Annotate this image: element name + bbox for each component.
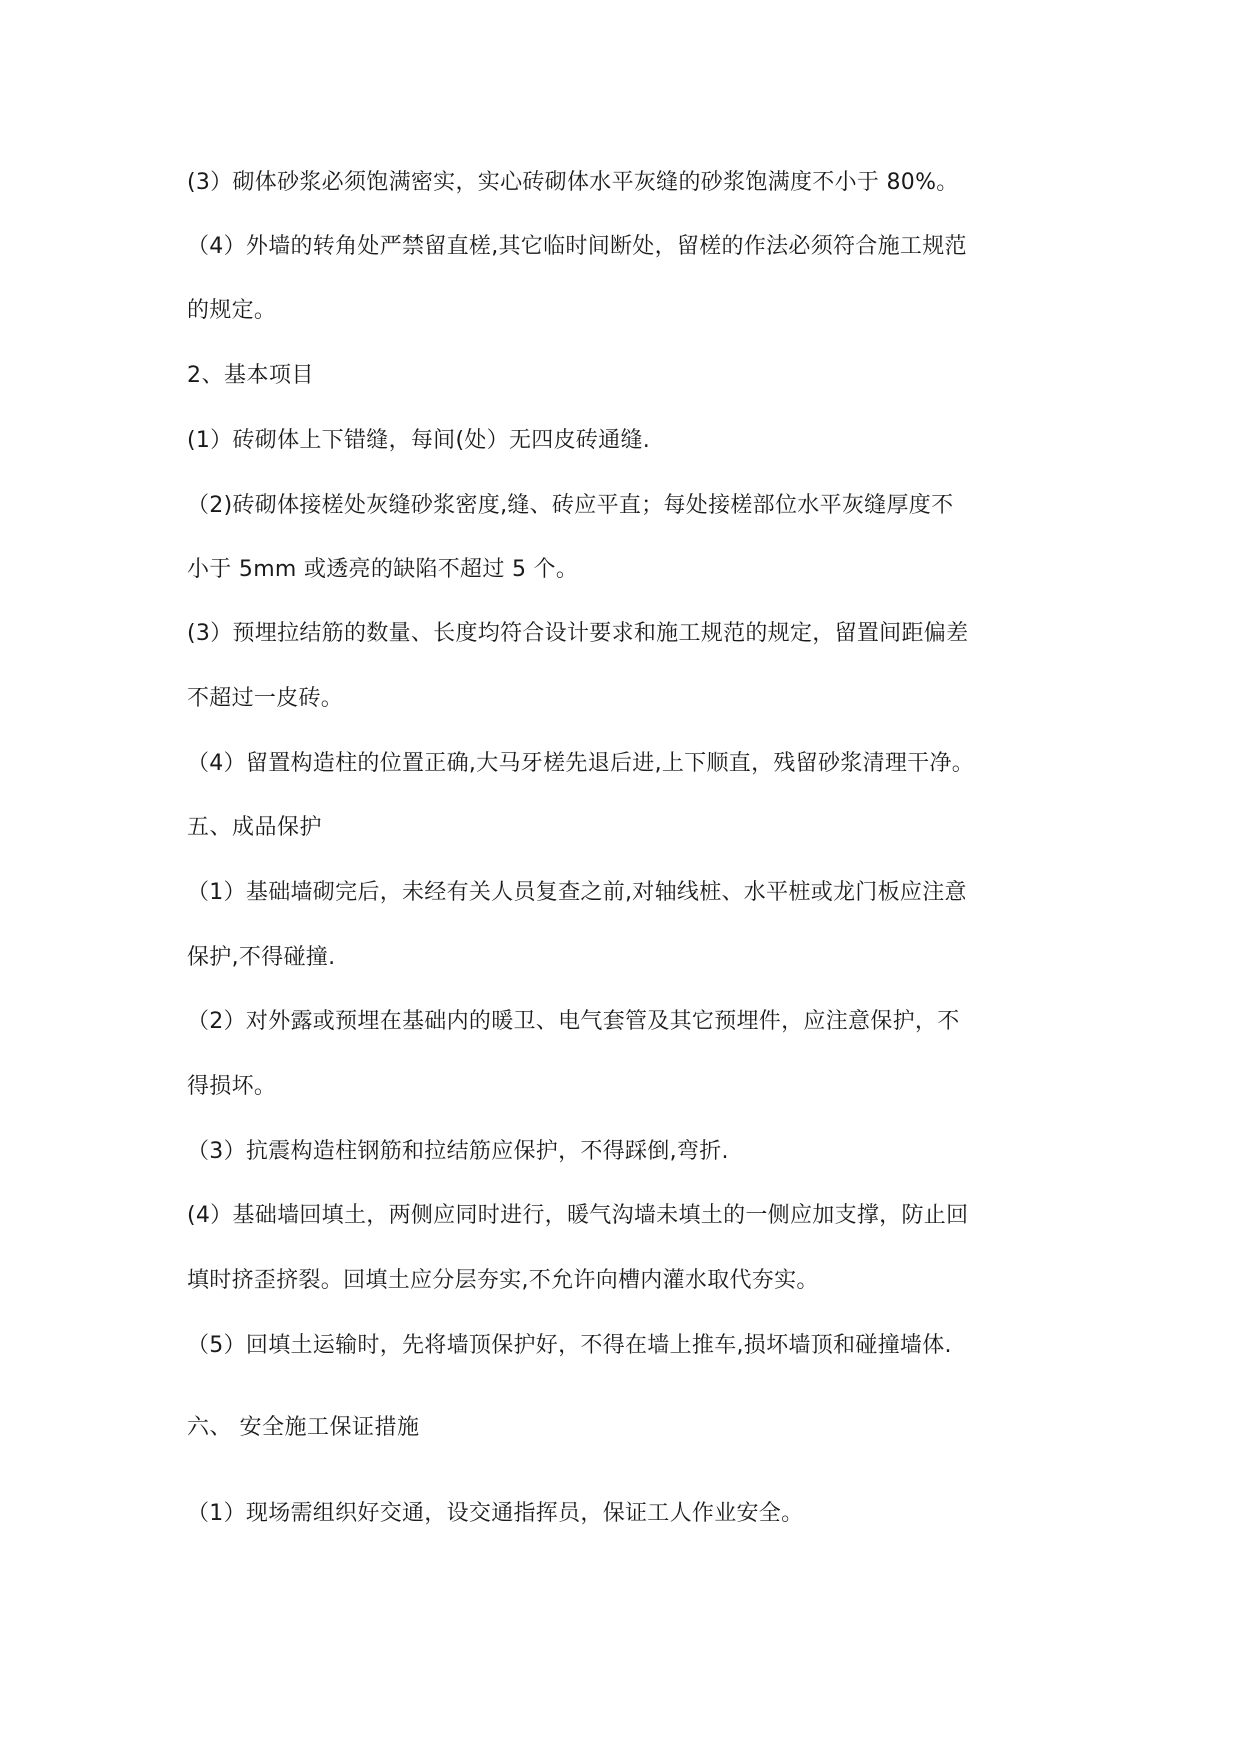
paragraph-line: （3）抗震构造柱钢筋和拉结筋应保护，不得踩倒,弯折. xyxy=(187,1139,729,1164)
paragraph-line: （1）现场需组织好交通，设交通指挥员，保证工人作业安全。 xyxy=(187,1501,804,1526)
section-heading: 2、基本项目 xyxy=(187,363,314,388)
paragraph-line: 的规定。 xyxy=(187,298,277,323)
paragraph-line: 小于 5mm 或透亮的缺陷不超过 5 个。 xyxy=(187,557,579,582)
paragraph-line: 得损坏。 xyxy=(187,1074,277,1099)
paragraph-line: (4）基础墙回填土，两侧应同时进行，暖气沟墙未填土的一侧应加支撑，防止回 xyxy=(187,1203,969,1228)
paragraph-line: 填时挤歪挤裂。回填土应分层夯实,不允许向槽内灌水取代夯实。 xyxy=(187,1268,819,1293)
section-heading: 六、 安全施工保证措施 xyxy=(187,1415,420,1440)
paragraph-line: （5）回填土运输时，先将墙顶保护好，不得在墙上推车,损坏墙顶和碰撞墙体. xyxy=(187,1333,952,1358)
paragraph-line: (3）预埋拉结筋的数量、长度均符合设计要求和施工规范的规定，留置间距偏差 xyxy=(187,621,969,646)
paragraph-line: (1）砖砌体上下错缝，每间(处）无四皮砖通缝. xyxy=(187,428,651,453)
paragraph-line: （4）留置构造柱的位置正确,大马牙槎先退后进,上下顺直，残留砂浆清理干净。 xyxy=(187,751,975,776)
paragraph-line: （1）基础墙砌完后，未经有关人员复查之前,对轴线桩、水平桩或龙门板应注意 xyxy=(187,880,967,905)
paragraph-line: 保护,不得碰撞. xyxy=(187,945,336,970)
paragraph-line: 不超过一皮砖。 xyxy=(187,686,344,711)
paragraph-line: （2)砖砌体接槎处灰缝砂浆密度,缝、砖应平直；每处接槎部位水平灰缝厚度不 xyxy=(187,493,954,518)
paragraph-line: (3）砌体砂浆必须饱满密实，实心砖砌体水平灰缝的砂浆饱满度不小于 80%。 xyxy=(187,170,959,195)
section-heading: 五、成品保护 xyxy=(187,815,323,840)
paragraph-line: （4）外墙的转角处严禁留直槎,其它临时间断处，留槎的作法必须符合施工规范 xyxy=(187,234,967,259)
paragraph-line: （2）对外露或预埋在基础内的暖卫、电气套管及其它预埋件，应注意保护，不 xyxy=(187,1009,960,1034)
